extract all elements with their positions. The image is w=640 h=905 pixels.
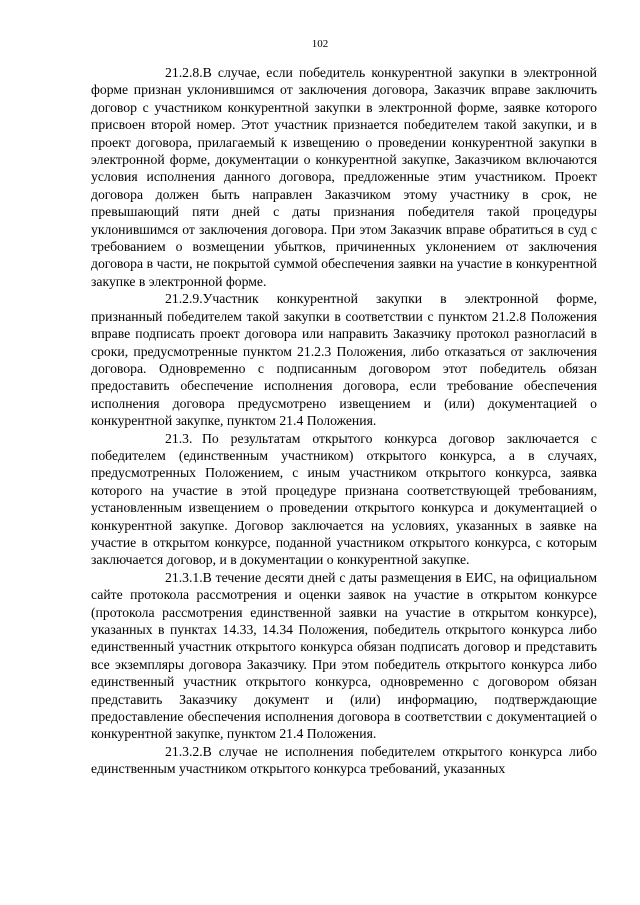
clause-number: 21.3.1. bbox=[165, 569, 203, 585]
clause-text: В случае, если победитель конкурентной закупки в электронной форме признан уклонившимся от заключения договора, Заказчик вправе заключить договор с участником конкурентной закупки в электронной форме, заявке которого присвоен второй номер. Этот участник признается победителем такой закупки, и в проект договора, прилагаемый к извещению о проведении конкурентной закупки в электронной форме, документации о конкурентной закупке, Заказчиком включаются условия исполнения данного договора, предложенные этим участником. Проект договора должен быть направлен Заказчиком этому участнику в срок, не превышающий пяти дней с даты признания победителя такой процедуры уклонившимся от заключения договора. При этом Заказчик вправе обратиться в суд с требованием о возмещении убытков, причиненных уклонением от заключения договора в части, не покрытой суммой обеспечения заявки на участие в конкурентной закупке в электронной форме. bbox=[91, 65, 597, 289]
clause-text: По результатам открытого конкурса договор заключается с победителем (единственным участником) открытого конкурса, а в случаях, предусмотренных Положением, с иным участником открытого конкурса, заявка которого на участие в этой процедуре признана соответствующей требованиям, установленным извещением о проведении открытого конкурса и документацией о конкурентной закупке. Договор заключается на условиях, указанных в заявке на участие в открытом конкурсе, поданной участником открытого конкурса, с которым заключается договор, и в документации о конкурентной закупке. bbox=[91, 430, 597, 568]
paragraph-21-3 bbox=[91, 430, 597, 569]
clause-number: 21.2.8. bbox=[165, 65, 203, 80]
clause-text: Участник конкурентной закупки в электронной форме, признанный победителем такой закупки в соответствии с пунктом 21.2.8 Положения вправе подписать проект договора или направить Заказчику протокол разногласий в сроки, предусмотренные пунктом 21.2.3 Положения, либо отказаться от заключения договора. Одновременно с подписанным договором этот победитель обязан предоставить обеспечение исполнения договора, если требование обеспечения исполнения договора предусмотрено извещением и (или) документацией о конкурентной закупке, пунктом 21.4 Положения. bbox=[91, 291, 597, 429]
clause-number: 21.2.9. bbox=[165, 291, 203, 307]
clause-number: 21.3.2. bbox=[165, 743, 203, 759]
clause-text: В течение десяти дней с даты размещения в ЕИС, на официальном сайте протокола рассмотрения и оценки заявок на участие в открытом конкурсе (протокола рассмотрения единственной заявки на участие в открытом конкурсе), указанных в пунктах 14.33, 14.34 Положения, победитель открытого конкурса либо единственный участник открытого конкурса обязан подписать договор и представить все экземпляры договора Заказчику. При этом победитель открытого конкурса либо единственный участник открытого конкурса, одновременно с договором обязан представить Заказчику документ и (или) информацию, подтверждающие предоставление обеспечения исполнения договора в соответствии с документацией о конкурентной закупке, пунктом 21.4 Положения. bbox=[91, 569, 597, 742]
paragraph-21-2-9 bbox=[91, 290, 597, 429]
paragraph-21-2-8 bbox=[91, 64, 597, 290]
document-body bbox=[91, 64, 597, 778]
clause-number: 21.3. bbox=[165, 430, 193, 446]
clause-text: В случае не исполнения победителем открытого конкурса либо единственным участником открытого конкурса требований, указанных bbox=[91, 743, 597, 777]
paragraph-21-3-1 bbox=[91, 569, 597, 743]
paragraph-21-3-2 bbox=[91, 743, 597, 778]
page-number: 102 bbox=[311, 38, 329, 50]
